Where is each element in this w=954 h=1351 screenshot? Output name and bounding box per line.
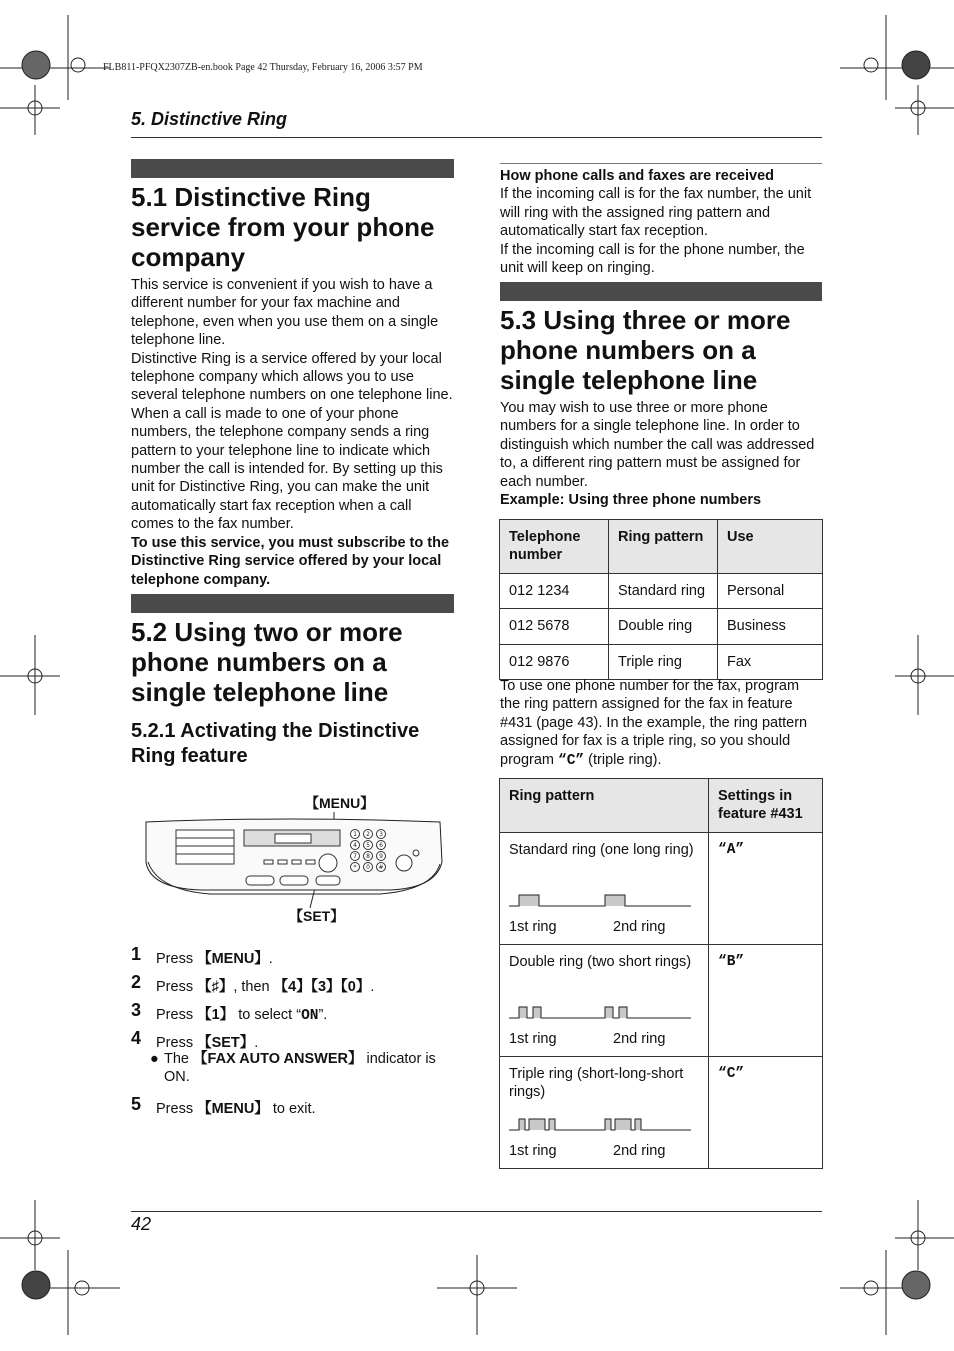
- fax-control-panel-illustration: [140, 808, 450, 908]
- key-name: 【FAX AUTO ANSWER】: [193, 1051, 363, 1067]
- bullet-icon: ●: [150, 1051, 159, 1067]
- step-text-part: Press: [156, 1007, 198, 1023]
- keypad-key-label: 2: [366, 831, 370, 838]
- instruction-end: (triple ring).: [584, 751, 662, 768]
- paragraph: You may wish to use three or more phone numbers for a single telephone line. In order to distinguish which number the call was addressed to, a different ring pattern must be assigned for each number.: [500, 400, 815, 490]
- ring-pulse: [549, 1119, 555, 1130]
- key-name: 【MENU】: [197, 951, 269, 967]
- ring-label: 1st ring: [509, 1142, 557, 1159]
- display-value: ON: [301, 1008, 319, 1024]
- print-metadata: FLB811-PFQX2307ZB-en.book Page 42 Thursday, February 16, 2006 3:57 PM: [103, 62, 423, 73]
- table-row: [500, 609, 823, 644]
- setting-value: “A”: [709, 832, 823, 944]
- page-number: 42: [131, 1214, 152, 1234]
- step-text-part: , then: [233, 979, 274, 995]
- bullet-text: indicator is: [362, 1051, 436, 1067]
- keypad-key-label: 3: [379, 831, 383, 838]
- table-cell: Business: [718, 609, 823, 644]
- box-rule: [500, 163, 822, 164]
- ring-description: Double ring (two short rings): [509, 953, 692, 970]
- ring-label: 2nd ring: [613, 1142, 666, 1159]
- key-name: 【4】【3】【0】: [273, 979, 371, 995]
- step-text-part: to select “: [234, 1007, 302, 1023]
- code-value: “C”: [558, 752, 585, 769]
- step-text-part: Press: [156, 1035, 198, 1051]
- paragraph: Distinctive Ring is a service offered by your local telephone company which allows you to use several telephone numbers on one telephone line. When a call is made to one of your phone numbers, the telephone company sends a ring pattern to your telephone line to indicate which number the call is intended for. By setting up this unit for Distinctive Ring, you can make the unit automatically start fax reception when a call comes to the fax number.: [131, 350, 453, 533]
- section-bar: [131, 594, 454, 613]
- ring-pattern-cell: [500, 1056, 709, 1168]
- ring-pattern-cell: [500, 944, 709, 1056]
- ring-pulse: [619, 1007, 627, 1018]
- ring-pulse: [615, 1119, 631, 1130]
- section-5-1-body: [131, 276, 454, 589]
- section-5-2-title: 5.2 Using two or more phone numbers on a single telephone line: [131, 617, 403, 707]
- keypad-key-label: 9: [379, 853, 383, 860]
- bullet-text: The: [164, 1051, 194, 1067]
- header-rule: [131, 137, 822, 138]
- ring-waveform: [509, 1004, 693, 1020]
- ring-pulse: [519, 895, 539, 906]
- ring-description: Standard ring (one long ring): [509, 841, 694, 858]
- ring-waveform: [509, 1116, 693, 1132]
- step-text-part: to exit.: [268, 1101, 316, 1117]
- table-row: [500, 573, 823, 608]
- menu-key-label: 【MENU】: [305, 795, 375, 811]
- table-cell: 012 1234: [500, 573, 609, 608]
- table-cell: Personal: [718, 573, 823, 608]
- column-header: Telephone number: [500, 520, 609, 574]
- step-text: [156, 975, 374, 996]
- ring-pulse: [533, 1007, 541, 1018]
- step-text-part: Press: [156, 1101, 198, 1117]
- step-number: 2: [131, 972, 142, 992]
- table-row: [500, 1056, 823, 1168]
- section-bar: [500, 282, 822, 301]
- table-row: [500, 644, 823, 679]
- paragraph: If the incoming call is for the fax number, the unit will ring with the assigned ring pattern and automatically start fax reception.: [500, 186, 812, 240]
- keypad-key-label: 7: [353, 853, 357, 860]
- keypad-key-label: *: [353, 864, 357, 871]
- keypad-key-label: 8: [366, 853, 370, 860]
- ring-label: 1st ring: [509, 918, 557, 935]
- key-name: 【♯】: [197, 979, 234, 995]
- example-heading: Example: Using three phone numbers: [500, 492, 762, 509]
- table-cell: Double ring: [609, 609, 718, 644]
- section-5-2-1-title: 5.2.1 Activating the Distinctive Ring feature: [131, 720, 420, 767]
- table-row: [500, 944, 823, 1056]
- keypad-key-label: 4: [353, 842, 357, 849]
- ring-pulse: [605, 1007, 613, 1018]
- step-number: 1: [131, 944, 142, 964]
- keypad-key-label: #: [378, 864, 384, 871]
- key-name: 【1】: [197, 1007, 235, 1023]
- how-received-box: [500, 167, 822, 277]
- table-row: [500, 832, 823, 944]
- key-name: 【SET】: [197, 1035, 255, 1051]
- how-received-heading: How phone calls and faxes are received: [500, 168, 775, 184]
- step-text-part: Press: [156, 979, 198, 995]
- table-cell: 012 5678: [500, 609, 609, 644]
- step-text: [156, 1031, 258, 1052]
- section-5-3-title: 5.3 Using three or more phone numbers on a single telephone line: [500, 305, 791, 395]
- key-name: 【MENU】: [197, 1101, 269, 1117]
- program-instructions: [500, 677, 822, 770]
- table-cell: Fax: [718, 644, 823, 679]
- ring-description: Triple ring (short-long-short rings): [509, 1065, 684, 1101]
- ring-pulse: [519, 1007, 527, 1018]
- section-5-1-title: 5.1 Distinctive Ring service from your phone company: [131, 182, 435, 272]
- step-text-part: Press: [156, 951, 198, 967]
- step-text-part: .: [254, 1035, 259, 1051]
- paragraph: This service is convenient if you wish to have a different number for your fax machine and telephone, even when you use them on a single telephone line.: [131, 277, 439, 349]
- ring-waveform: [509, 892, 693, 908]
- subscription-note: To use this service, you must subscribe to the Distinctive Ring service offered by your local telephone company.: [131, 534, 450, 588]
- ring-pattern-cell: [500, 832, 709, 944]
- instruction-text: To use one phone number for the fax, program the ring pattern assigned for the fax in feature #431 (page 43). In the example, the ring pattern assigned for fax is a triple ring, so you should program: [500, 678, 808, 768]
- column-header: Ring pattern: [500, 779, 709, 833]
- column-header: Ring pattern: [609, 520, 718, 574]
- step-text: [156, 1003, 327, 1024]
- keypad-key-label: 1: [353, 831, 357, 838]
- bullet-text: ON.: [164, 1069, 190, 1086]
- setting-value: “B”: [709, 944, 823, 1056]
- table-cell: Standard ring: [609, 573, 718, 608]
- ring-pulse: [605, 1119, 611, 1130]
- step-number: 3: [131, 1000, 142, 1020]
- column-header: Use: [718, 520, 823, 574]
- column-header: Settings in feature #431: [709, 779, 823, 833]
- paragraph: If the incoming call is for the phone number, the unit will keep on ringing.: [500, 241, 805, 277]
- running-head: 5. Distinctive Ring: [131, 109, 288, 129]
- setting-value: “C”: [709, 1056, 823, 1168]
- step-number: 4: [131, 1028, 142, 1048]
- step-text: [156, 1097, 316, 1118]
- section-bar: [131, 159, 454, 178]
- section-5-3-body: [500, 399, 822, 509]
- step-text-part: .: [370, 979, 375, 995]
- ring-pulse: [519, 1119, 525, 1130]
- ring-pulse: [635, 1119, 641, 1130]
- step-number: 5: [131, 1094, 142, 1114]
- ring-pattern-settings-table: [499, 778, 823, 1169]
- keypad-key-label: 5: [366, 842, 370, 849]
- step-text-part: ”.: [318, 1007, 328, 1023]
- step-text-part: .: [268, 951, 273, 967]
- set-key-label: 【SET】: [289, 908, 345, 924]
- phone-numbers-table: [499, 519, 823, 680]
- footer-rule: [131, 1211, 822, 1212]
- ring-label: 2nd ring: [613, 1030, 666, 1047]
- ring-label: 1st ring: [509, 1030, 557, 1047]
- ring-pulse: [605, 895, 625, 906]
- ring-label: 2nd ring: [613, 918, 666, 935]
- keypad-key-label: 6: [379, 842, 383, 849]
- keypad-key-label: 0: [366, 864, 370, 871]
- ring-pulse: [529, 1119, 545, 1130]
- step-text: [156, 947, 273, 968]
- step-4-bullet: [150, 1050, 459, 1087]
- table-cell: 012 9876: [500, 644, 609, 679]
- table-cell: Triple ring: [609, 644, 718, 679]
